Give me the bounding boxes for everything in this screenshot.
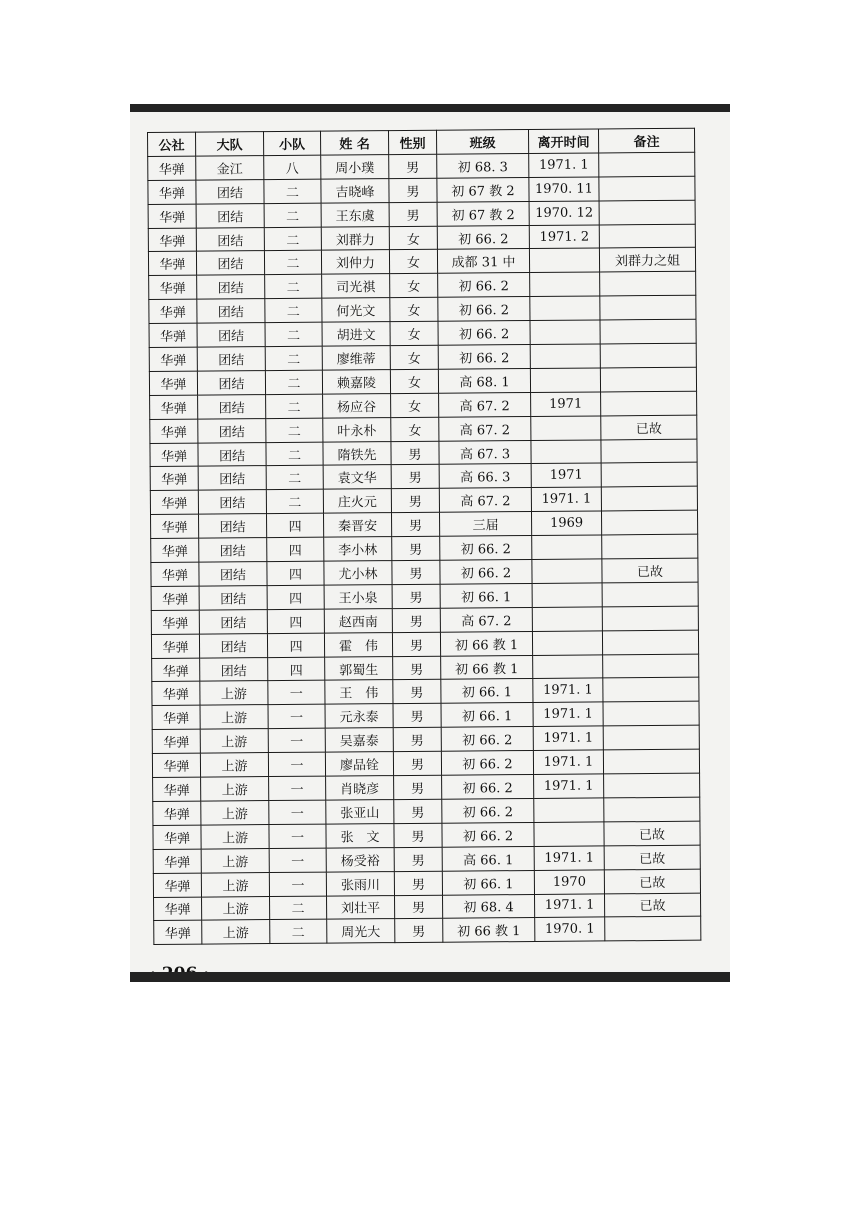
cell-commune: 华弹 bbox=[153, 825, 201, 849]
cell-remarks bbox=[599, 200, 695, 225]
cell-leave-time bbox=[534, 798, 604, 822]
cell-class: 初 66. 1 bbox=[441, 703, 533, 728]
cell-team: 二 bbox=[270, 920, 327, 944]
cell-brigade: 团结 bbox=[196, 227, 264, 251]
cell-name: 司光祺 bbox=[322, 274, 390, 298]
cell-leave-time bbox=[531, 416, 601, 440]
cell-name: 叶永朴 bbox=[323, 417, 391, 441]
cell-gender: 女 bbox=[390, 321, 438, 345]
cell-commune: 华弹 bbox=[150, 490, 198, 514]
cell-gender: 男 bbox=[391, 489, 439, 513]
cell-leave-time bbox=[530, 296, 600, 320]
cell-name: 杨应谷 bbox=[323, 393, 391, 417]
cell-leave-time bbox=[532, 607, 602, 631]
cell-team: 四 bbox=[267, 513, 324, 537]
cell-team: 二 bbox=[266, 394, 323, 418]
cell-team: 二 bbox=[270, 896, 327, 920]
cell-brigade: 上游 bbox=[201, 848, 269, 872]
cell-commune: 华弹 bbox=[153, 777, 201, 801]
cell-team: 一 bbox=[269, 800, 326, 824]
cell-remarks bbox=[601, 439, 697, 464]
cell-class: 初 66. 2 bbox=[438, 297, 530, 322]
cell-brigade: 团结 bbox=[197, 347, 265, 371]
cell-name: 袁文华 bbox=[323, 465, 391, 489]
cell-brigade: 团结 bbox=[199, 562, 267, 586]
cell-commune: 华弹 bbox=[150, 443, 198, 467]
cell-remarks: 已故 bbox=[604, 821, 700, 846]
cell-leave-time: 1971. 1 bbox=[533, 702, 603, 726]
cell-remarks bbox=[600, 319, 696, 344]
cell-class: 高 67. 2 bbox=[439, 488, 531, 513]
cell-brigade: 团结 bbox=[199, 538, 267, 562]
cell-commune: 华弹 bbox=[149, 347, 197, 371]
cell-class: 成都 31 中 bbox=[437, 249, 529, 274]
cell-gender: 男 bbox=[392, 584, 440, 608]
cell-team: 二 bbox=[264, 179, 321, 203]
cell-leave-time bbox=[530, 344, 600, 368]
cell-remarks bbox=[600, 295, 696, 320]
cell-gender: 男 bbox=[392, 608, 440, 632]
cell-leave-time: 1971. 1 bbox=[534, 774, 604, 798]
cell-name: 刘群力 bbox=[321, 226, 389, 250]
cell-gender: 男 bbox=[394, 823, 442, 847]
cell-gender: 女 bbox=[390, 345, 438, 369]
cell-team: 四 bbox=[267, 585, 324, 609]
cell-remarks: 已故 bbox=[604, 893, 700, 918]
cell-team: 二 bbox=[264, 203, 321, 227]
cell-gender: 男 bbox=[394, 799, 442, 823]
cell-leave-time: 1969 bbox=[531, 511, 601, 535]
cell-commune: 华弹 bbox=[151, 586, 199, 610]
cell-team: 一 bbox=[268, 704, 325, 728]
cell-class: 初 66. 2 bbox=[438, 345, 530, 370]
cell-team: 二 bbox=[265, 274, 322, 298]
cell-class: 高 67. 2 bbox=[439, 416, 531, 441]
cell-gender: 男 bbox=[393, 656, 441, 680]
cell-team: 二 bbox=[265, 322, 322, 346]
cell-name: 张雨川 bbox=[326, 871, 394, 895]
cell-class: 初 66. 2 bbox=[440, 560, 532, 585]
cell-commune: 华弹 bbox=[152, 729, 200, 753]
cell-leave-time bbox=[529, 248, 599, 272]
table-body bbox=[148, 152, 701, 945]
cell-commune: 华弹 bbox=[152, 658, 200, 682]
cell-brigade: 团结 bbox=[198, 394, 266, 418]
cell-class: 高 68. 1 bbox=[438, 368, 530, 393]
cell-leave-time: 1970 bbox=[534, 870, 604, 894]
cell-gender: 男 bbox=[389, 178, 437, 202]
cell-class: 初 66. 2 bbox=[438, 321, 530, 346]
cell-brigade: 上游 bbox=[201, 824, 269, 848]
cell-leave-time: 1970. 11 bbox=[529, 177, 599, 201]
cell-class: 高 67. 2 bbox=[439, 392, 531, 417]
cell-name: 胡进文 bbox=[322, 322, 390, 346]
col-header-remarks: 备注 bbox=[598, 128, 694, 153]
cell-class: 初 66. 1 bbox=[440, 583, 532, 608]
cell-commune: 华弹 bbox=[152, 682, 200, 706]
cell-team: 四 bbox=[267, 609, 324, 633]
table-row bbox=[154, 917, 701, 945]
cell-remarks bbox=[603, 654, 699, 679]
cell-commune: 华弹 bbox=[149, 275, 197, 299]
cell-brigade: 团结 bbox=[197, 370, 265, 394]
cell-remarks bbox=[600, 272, 696, 297]
cell-leave-time: 1971. 1 bbox=[533, 726, 603, 750]
col-header-brigade: 大队 bbox=[196, 132, 264, 156]
cell-team: 二 bbox=[266, 489, 323, 513]
cell-team: 四 bbox=[267, 561, 324, 585]
cell-gender: 女 bbox=[390, 274, 438, 298]
cell-gender: 女 bbox=[391, 417, 439, 441]
cell-gender: 女 bbox=[390, 297, 438, 321]
cell-leave-time bbox=[530, 272, 600, 296]
cell-team: 二 bbox=[265, 298, 322, 322]
cell-brigade: 团结 bbox=[199, 585, 267, 609]
cell-remarks bbox=[600, 343, 696, 368]
cell-name: 刘仲力 bbox=[321, 250, 389, 274]
cell-leave-time: 1971. 1 bbox=[534, 893, 604, 917]
cell-commune: 华弹 bbox=[154, 920, 202, 944]
cell-team: 二 bbox=[266, 442, 323, 466]
cell-leave-time bbox=[532, 535, 602, 559]
cell-remarks bbox=[601, 487, 697, 512]
cell-team: 一 bbox=[269, 776, 326, 800]
cell-team: 四 bbox=[267, 537, 324, 561]
cell-gender: 男 bbox=[391, 441, 439, 465]
cell-leave-time bbox=[532, 631, 602, 655]
cell-commune: 华弹 bbox=[153, 873, 201, 897]
cell-class: 初 66. 2 bbox=[441, 727, 533, 752]
cell-team: 二 bbox=[264, 251, 321, 275]
cell-remarks: 已故 bbox=[604, 869, 700, 894]
cell-name: 庄火元 bbox=[323, 489, 391, 513]
cell-leave-time: 1971. 1 bbox=[533, 750, 603, 774]
cell-name: 张 文 bbox=[326, 823, 394, 847]
cell-brigade: 团结 bbox=[200, 657, 268, 681]
cell-leave-time: 1971. 1 bbox=[529, 153, 599, 177]
cell-class: 初 66. 2 bbox=[442, 775, 534, 800]
cell-class: 初 66. 1 bbox=[442, 870, 534, 895]
cell-team: 二 bbox=[265, 346, 322, 370]
cell-commune: 华弹 bbox=[154, 897, 202, 921]
cell-leave-time bbox=[531, 440, 601, 464]
cell-remarks bbox=[604, 797, 700, 822]
cell-brigade: 金江 bbox=[196, 155, 264, 179]
cell-team: 一 bbox=[268, 728, 325, 752]
cell-commune: 华弹 bbox=[148, 156, 196, 180]
cell-team: 八 bbox=[264, 155, 321, 179]
cell-leave-time: 1971. 1 bbox=[531, 487, 601, 511]
cell-gender: 男 bbox=[391, 465, 439, 489]
cell-name: 隋铁先 bbox=[323, 441, 391, 465]
cell-name: 杨受裕 bbox=[326, 847, 394, 871]
cell-leave-time bbox=[532, 559, 602, 583]
cell-name: 廖维蒂 bbox=[322, 346, 390, 370]
cell-commune: 华弹 bbox=[152, 705, 200, 729]
cell-gender: 男 bbox=[391, 512, 439, 536]
cell-team: 四 bbox=[267, 633, 324, 657]
cell-commune: 华弹 bbox=[151, 634, 199, 658]
cell-leave-time: 1971. 1 bbox=[534, 846, 604, 870]
cell-leave-time: 1971. 1 bbox=[533, 678, 603, 702]
cell-gender: 男 bbox=[395, 895, 443, 919]
cell-team: 二 bbox=[265, 370, 322, 394]
book-page-photo bbox=[130, 104, 730, 982]
cell-gender: 女 bbox=[390, 369, 438, 393]
cell-name: 王 伟 bbox=[325, 680, 393, 704]
cell-leave-time: 1971 bbox=[531, 392, 601, 416]
cell-brigade: 团结 bbox=[198, 490, 266, 514]
cell-leave-time bbox=[532, 583, 602, 607]
cell-brigade: 团结 bbox=[198, 418, 266, 442]
cell-brigade: 上游 bbox=[200, 681, 268, 705]
cell-remarks bbox=[602, 606, 698, 631]
cell-commune: 华弹 bbox=[153, 849, 201, 873]
cell-gender: 女 bbox=[389, 250, 437, 274]
cell-class: 高 67. 2 bbox=[440, 607, 532, 632]
cell-remarks: 刘群力之姐 bbox=[599, 248, 695, 273]
cell-name: 肖晓彦 bbox=[326, 776, 394, 800]
cell-name: 赖嘉陵 bbox=[322, 370, 390, 394]
cell-team: 二 bbox=[264, 227, 321, 251]
cell-remarks bbox=[599, 176, 695, 201]
cell-name: 王小泉 bbox=[324, 585, 392, 609]
cell-remarks bbox=[601, 391, 697, 416]
cell-remarks bbox=[604, 773, 700, 798]
cell-remarks bbox=[603, 749, 699, 774]
roster-table bbox=[147, 128, 701, 946]
col-header-leave-time: 离开时间 bbox=[528, 129, 598, 153]
cell-brigade: 上游 bbox=[200, 729, 268, 753]
cell-commune: 华弹 bbox=[150, 419, 198, 443]
cell-brigade: 团结 bbox=[196, 251, 264, 275]
cell-brigade: 团结 bbox=[197, 299, 265, 323]
cell-gender: 男 bbox=[392, 560, 440, 584]
cell-class: 初 68. 4 bbox=[442, 894, 534, 919]
cell-brigade: 团结 bbox=[196, 179, 264, 203]
cell-gender: 男 bbox=[394, 847, 442, 871]
cell-brigade: 团结 bbox=[196, 203, 264, 227]
cell-name: 廖品铨 bbox=[325, 752, 393, 776]
cell-class: 高 67. 3 bbox=[439, 440, 531, 465]
cell-team: 一 bbox=[269, 872, 326, 896]
cell-brigade: 团结 bbox=[197, 275, 265, 299]
cell-commune: 华弹 bbox=[151, 562, 199, 586]
cell-remarks: 已故 bbox=[604, 845, 700, 870]
cell-gender: 男 bbox=[393, 680, 441, 704]
cell-brigade: 上游 bbox=[202, 920, 270, 944]
cell-class: 初 66. 2 bbox=[442, 822, 534, 847]
cell-leave-time: 1970. 12 bbox=[529, 201, 599, 225]
cell-name: 郭蜀生 bbox=[325, 656, 393, 680]
cell-commune: 华弹 bbox=[149, 299, 197, 323]
cell-commune: 华弹 bbox=[148, 180, 196, 204]
cell-team: 二 bbox=[266, 466, 323, 490]
cell-leave-time: 1971. 2 bbox=[529, 225, 599, 249]
cell-team: 一 bbox=[268, 681, 325, 705]
cell-brigade: 团结 bbox=[198, 466, 266, 490]
cell-commune: 华弹 bbox=[150, 395, 198, 419]
cell-team: 一 bbox=[269, 824, 326, 848]
cell-class: 三届 bbox=[439, 512, 531, 537]
cell-remarks bbox=[602, 630, 698, 655]
cell-commune: 华弹 bbox=[150, 467, 198, 491]
bottom-dark-border bbox=[130, 972, 730, 982]
cell-brigade: 团结 bbox=[198, 442, 266, 466]
cell-gender: 男 bbox=[392, 536, 440, 560]
col-header-class: 班级 bbox=[436, 130, 528, 155]
cell-commune: 华弹 bbox=[148, 252, 196, 276]
cell-commune: 华弹 bbox=[152, 753, 200, 777]
cell-brigade: 上游 bbox=[200, 705, 268, 729]
cell-gender: 男 bbox=[393, 751, 441, 775]
cell-remarks bbox=[603, 702, 699, 727]
cell-remarks bbox=[603, 678, 699, 703]
cell-brigade: 上游 bbox=[200, 753, 268, 777]
cell-class: 初 67 教 2 bbox=[437, 201, 529, 226]
cell-team: 二 bbox=[266, 418, 323, 442]
cell-name: 张亚山 bbox=[326, 800, 394, 824]
cell-gender: 男 bbox=[395, 919, 443, 943]
cell-commune: 华弹 bbox=[153, 801, 201, 825]
cell-remarks bbox=[602, 582, 698, 607]
cell-gender: 女 bbox=[389, 226, 437, 250]
cell-class: 初 66 教 1 bbox=[441, 655, 533, 680]
cell-leave-time bbox=[534, 822, 604, 846]
cell-name: 何光文 bbox=[322, 298, 390, 322]
top-dark-border bbox=[130, 104, 730, 112]
cell-class: 初 66. 2 bbox=[438, 273, 530, 298]
cell-name: 霍 伟 bbox=[324, 632, 392, 656]
cell-remarks: 已故 bbox=[601, 415, 697, 440]
cell-remarks bbox=[603, 725, 699, 750]
cell-leave-time: 1970. 1 bbox=[535, 917, 605, 941]
cell-brigade: 团结 bbox=[199, 633, 267, 657]
cell-class: 初 66. 2 bbox=[441, 751, 533, 776]
cell-class: 高 66. 3 bbox=[439, 464, 531, 489]
cell-class: 初 66. 2 bbox=[440, 536, 532, 561]
cell-class: 初 68. 3 bbox=[437, 153, 529, 178]
cell-team: 四 bbox=[268, 657, 325, 681]
cell-leave-time bbox=[530, 368, 600, 392]
cell-brigade: 上游 bbox=[201, 801, 269, 825]
cell-name: 李小林 bbox=[324, 537, 392, 561]
cell-class: 初 66. 1 bbox=[441, 679, 533, 704]
cell-commune: 华弹 bbox=[148, 204, 196, 228]
cell-brigade: 上游 bbox=[201, 777, 269, 801]
cell-brigade: 上游 bbox=[201, 872, 269, 896]
cell-name: 尤小林 bbox=[324, 561, 392, 585]
cell-name: 周小璞 bbox=[321, 154, 389, 178]
cell-remarks bbox=[600, 367, 696, 392]
cell-name: 秦晋安 bbox=[324, 513, 392, 537]
cell-remarks bbox=[602, 534, 698, 559]
cell-name: 吉晓峰 bbox=[321, 178, 389, 202]
cell-class: 初 66. 2 bbox=[442, 798, 534, 823]
cell-commune: 华弹 bbox=[149, 323, 197, 347]
cell-commune: 华弹 bbox=[151, 514, 199, 538]
cell-gender: 男 bbox=[393, 727, 441, 751]
cell-remarks bbox=[599, 152, 695, 177]
cell-gender: 男 bbox=[389, 154, 437, 178]
cell-leave-time bbox=[530, 320, 600, 344]
cell-brigade: 团结 bbox=[199, 514, 267, 538]
cell-commune: 华弹 bbox=[151, 610, 199, 634]
cell-leave-time bbox=[533, 655, 603, 679]
cell-name: 吴嘉泰 bbox=[325, 728, 393, 752]
cell-remarks bbox=[601, 510, 697, 535]
cell-class: 初 66 教 1 bbox=[443, 918, 535, 943]
cell-gender: 男 bbox=[392, 632, 440, 656]
cell-class: 初 66. 2 bbox=[437, 225, 529, 250]
cell-gender: 男 bbox=[394, 871, 442, 895]
cell-brigade: 上游 bbox=[202, 896, 270, 920]
cell-class: 高 66. 1 bbox=[442, 846, 534, 871]
col-header-team: 小队 bbox=[264, 131, 321, 155]
col-header-name: 姓 名 bbox=[320, 131, 388, 155]
cell-gender: 男 bbox=[389, 202, 437, 226]
cell-name: 刘壮平 bbox=[327, 895, 395, 919]
cell-team: 一 bbox=[268, 752, 325, 776]
cell-commune: 华弹 bbox=[149, 371, 197, 395]
cell-gender: 女 bbox=[391, 393, 439, 417]
cell-brigade: 团结 bbox=[199, 609, 267, 633]
cell-gender: 男 bbox=[394, 775, 442, 799]
cell-name: 赵西南 bbox=[324, 608, 392, 632]
cell-remarks bbox=[599, 224, 695, 249]
cell-class: 初 66 教 1 bbox=[440, 631, 532, 656]
cell-name: 王东虞 bbox=[321, 202, 389, 226]
col-header-commune: 公社 bbox=[148, 132, 196, 156]
cell-team: 一 bbox=[269, 848, 326, 872]
cell-class: 初 67 教 2 bbox=[437, 177, 529, 202]
cell-remarks: 已故 bbox=[602, 558, 698, 583]
cell-gender: 男 bbox=[393, 704, 441, 728]
cell-remarks bbox=[605, 917, 701, 942]
col-header-gender: 性别 bbox=[388, 130, 436, 154]
cell-leave-time: 1971 bbox=[531, 463, 601, 487]
cell-name: 周光大 bbox=[327, 919, 395, 943]
cell-commune: 华弹 bbox=[148, 228, 196, 252]
cell-commune: 华弹 bbox=[151, 538, 199, 562]
cell-remarks bbox=[601, 463, 697, 488]
cell-brigade: 团结 bbox=[197, 323, 265, 347]
cell-name: 元永泰 bbox=[325, 704, 393, 728]
